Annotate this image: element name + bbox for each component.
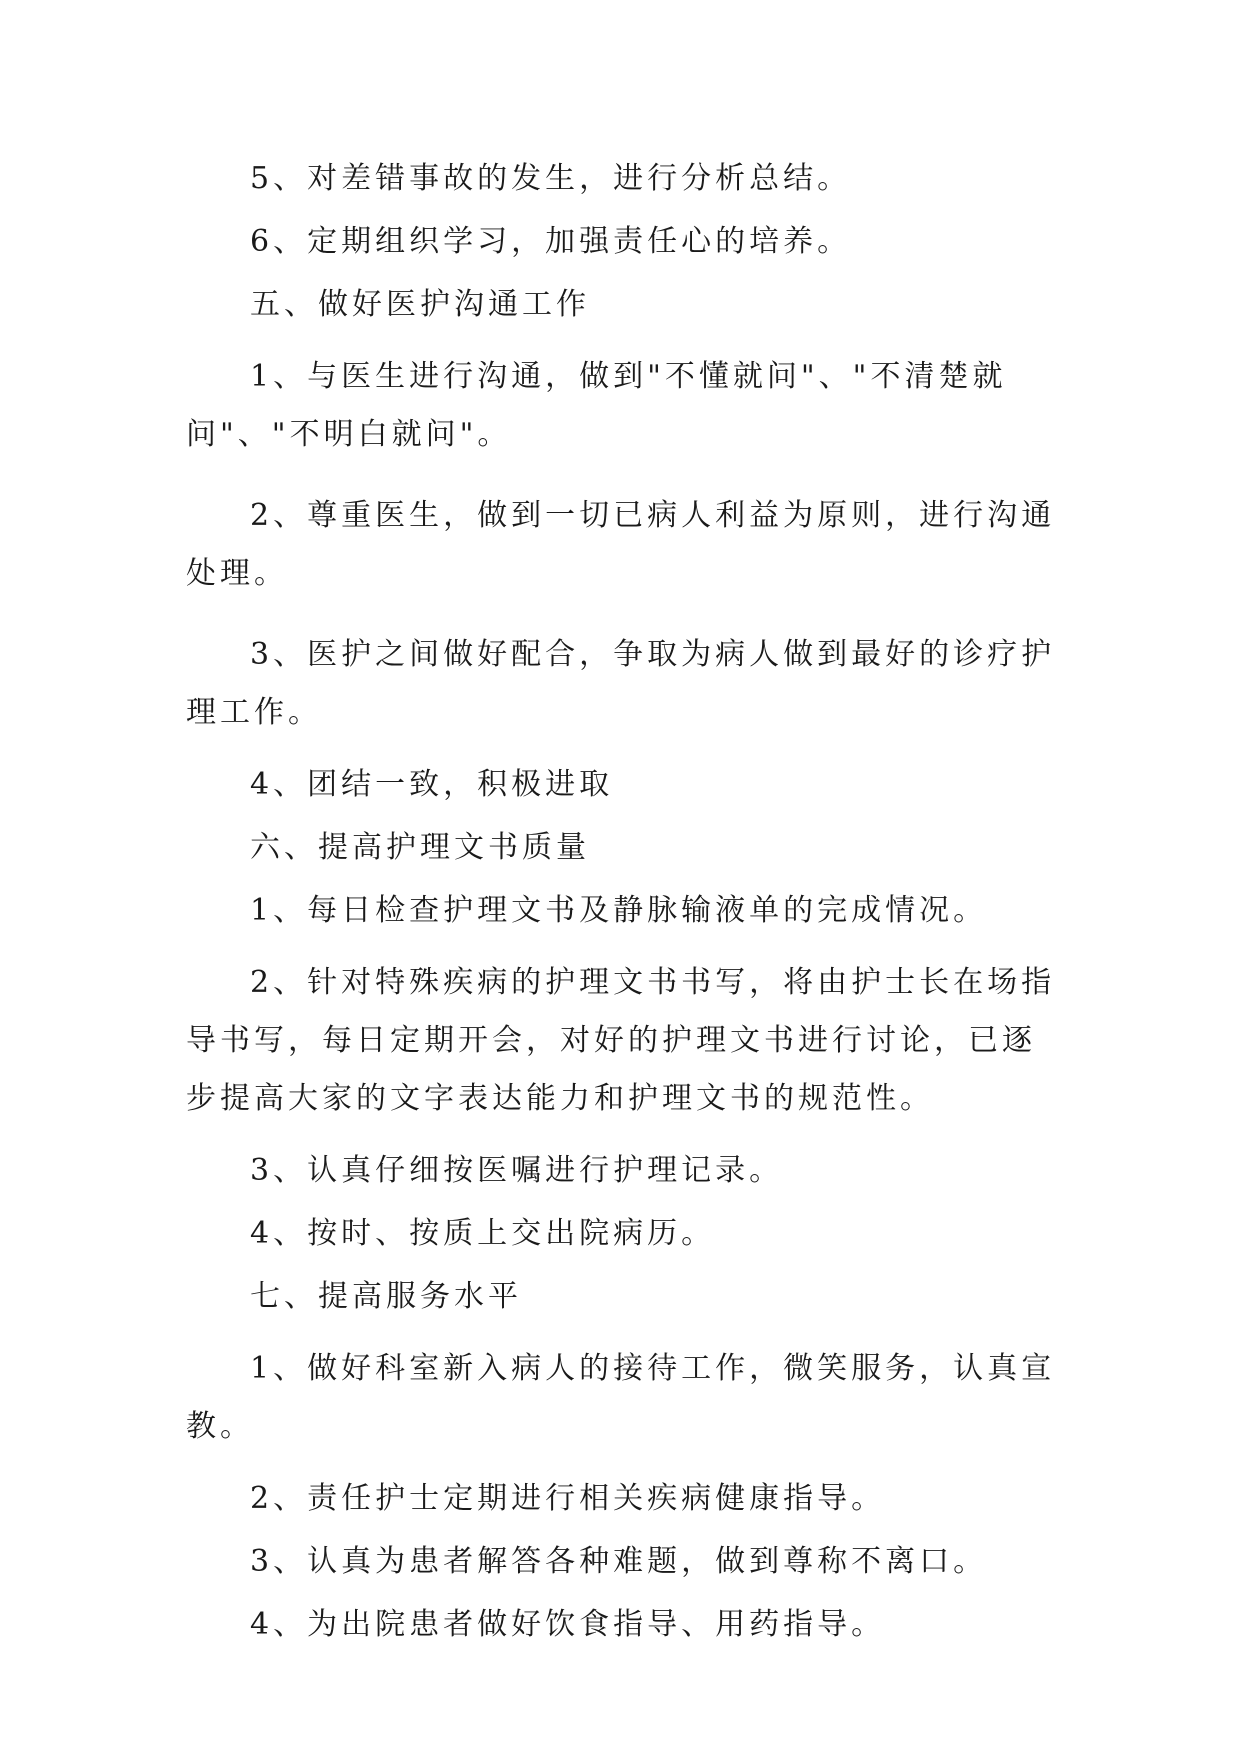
paragraph-discharge-guidance: 4、为出院患者做好饮食指导、用药指导。	[250, 1607, 886, 1642]
paragraph-discharge-records: 4、按时、按质上交出院病历。	[250, 1216, 716, 1251]
paragraph-reception: 1、做好科室新入病人的接待工作，微笑服务，认真宣教。	[186, 1351, 1056, 1444]
paragraph-cooperation: 3、医护之间做好配合，争取为病人做到最好的诊疗护理工作。	[186, 637, 1056, 730]
paragraph-5-error-analysis: 5、对差错事故的发生，进行分析总结。	[250, 161, 852, 196]
paragraph-health-guidance: 2、责任护士定期进行相关疾病健康指导。	[250, 1481, 886, 1516]
paragraph-daily-check: 1、每日检查护理文书及静脉输液单的完成情况。	[250, 893, 988, 928]
paragraph-answer-questions: 3、认真为患者解答各种难题，做到尊称不离口。	[250, 1544, 988, 1579]
paragraph-communicate-with-doctors: 1、与医生进行沟通，做到"不懂就问"、"不清楚就问"、"不明白就问"。	[186, 359, 1007, 452]
paragraph-special-disease-writing: 2、针对特殊疾病的护理文书书写，将由护士长在场指导书写，每日定期开会，对好的护理文书进行讨论，已逐步提高大家的文字表达能力和护理文书的规范性。	[186, 965, 1056, 1116]
paragraph-respect-doctors: 2、尊重医生，做到一切已病人利益为原则，进行沟通处理。	[186, 498, 1056, 591]
paragraph-unity: 4、团结一致，积极进取	[250, 767, 614, 802]
section-heading-5: 五、做好医护沟通工作	[250, 287, 590, 322]
paragraph-6-regular-study: 6、定期组织学习，加强责任心的培养。	[250, 224, 852, 259]
document-body	[186, 159, 1056, 1668]
section-heading-6: 六、提高护理文书质量	[250, 830, 590, 865]
section-heading-7: 七、提高服务水平	[250, 1279, 522, 1314]
paragraph-nursing-records: 3、认真仔细按医嘱进行护理记录。	[250, 1153, 784, 1188]
